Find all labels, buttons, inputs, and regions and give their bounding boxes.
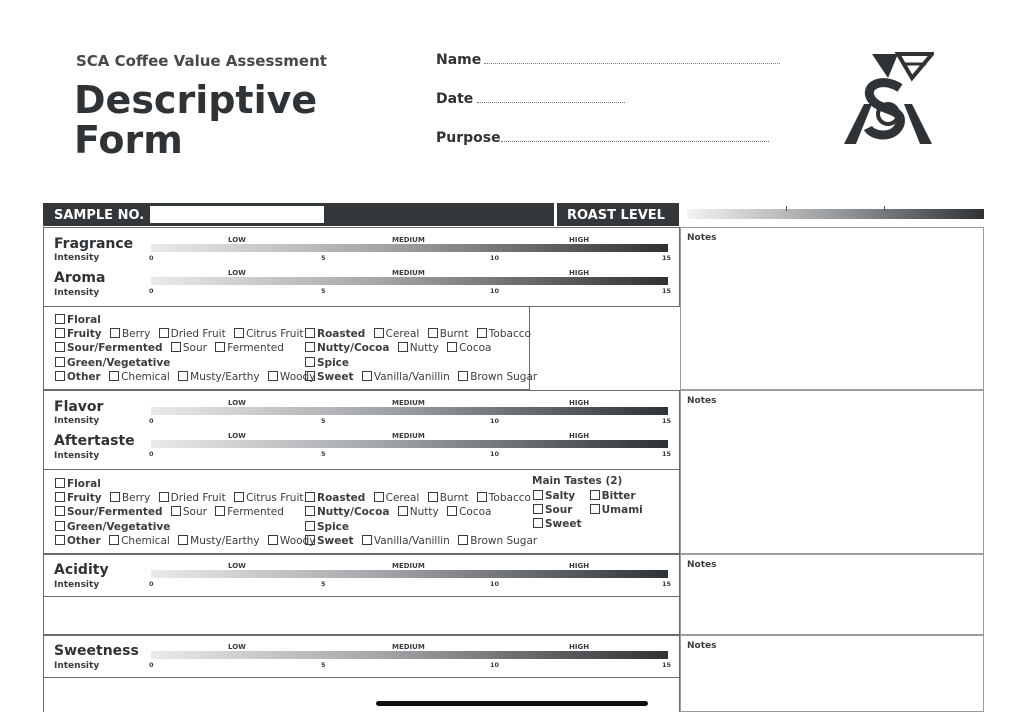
descriptor-label: Floral [67, 478, 101, 490]
descriptor-row [305, 341, 496, 355]
main-tastes-row [533, 517, 587, 531]
descriptor-label: Spice [317, 521, 350, 533]
descriptor-spice[interactable] [305, 357, 349, 369]
notes-sweetness[interactable] [680, 635, 984, 712]
descriptor-row [305, 505, 496, 519]
roast-level-scale[interactable] [687, 209, 984, 219]
scale-medium-label: MEDIUM [392, 643, 425, 651]
descriptor-label: Cereal [385, 328, 420, 340]
descriptor-citrus-fruit[interactable] [234, 492, 303, 504]
descriptor-label: Woody [279, 535, 316, 547]
taste-bitter[interactable] [590, 490, 636, 502]
scale-tick-10: 10 [490, 450, 500, 458]
descriptor-label: Fruity [67, 328, 102, 340]
scale-tick-5: 5 [321, 287, 326, 295]
descriptor-nutty[interactable] [398, 506, 439, 518]
checkbox[interactable] [268, 535, 278, 545]
scale-tick-15: 15 [662, 417, 672, 425]
checkbox[interactable] [109, 371, 119, 381]
checkbox[interactable] [110, 328, 120, 338]
taste-umami[interactable] [590, 504, 643, 516]
scale-tick-15: 15 [662, 287, 672, 295]
descriptor-label: Tobacco [488, 492, 531, 504]
descriptor-other[interactable] [55, 371, 101, 383]
descriptor-row [55, 520, 175, 534]
aftertaste-intensity-label: Intensity [54, 451, 100, 461]
checkbox[interactable] [305, 342, 315, 352]
scale-tick-5: 5 [321, 417, 326, 425]
descriptor-musty-earthy[interactable] [178, 371, 259, 383]
descriptor-label: Citrus Fruit [246, 492, 304, 504]
intensity-gradient-bar[interactable] [151, 277, 668, 285]
scale-tick-0: 0 [149, 287, 154, 295]
aftertaste-label: Aftertaste [54, 433, 135, 449]
scale-medium-label: MEDIUM [392, 399, 425, 407]
descriptor-label: Sour [182, 342, 207, 354]
checkbox[interactable] [55, 371, 65, 381]
taste-label: Umami [601, 504, 643, 516]
checkbox[interactable] [428, 492, 438, 502]
descriptor-row [305, 356, 354, 370]
fragrance-label: Fragrance [54, 236, 134, 252]
scale-tick-5: 5 [321, 450, 326, 458]
scale-tick-10: 10 [490, 580, 500, 588]
roast-level-label: ROAST LEVEL [567, 208, 665, 223]
scale-tick-0: 0 [149, 417, 154, 425]
descriptor-other[interactable] [55, 535, 101, 547]
checkbox[interactable] [305, 328, 315, 338]
checkbox[interactable] [55, 521, 65, 531]
descriptor-burnt[interactable] [428, 328, 469, 340]
descriptor-row [55, 327, 309, 341]
descriptor-label: Spice [317, 357, 350, 369]
descriptor-vanilla[interactable] [362, 535, 450, 547]
checkbox[interactable] [171, 506, 181, 516]
descriptor-fermented[interactable] [215, 342, 284, 354]
descriptor-musty-earthy[interactable] [178, 535, 259, 547]
intensity-gradient-bar[interactable] [151, 407, 668, 415]
acidity-extra-box [43, 596, 680, 635]
taste-label: Sour [545, 504, 573, 516]
descriptor-roasted[interactable] [305, 328, 365, 340]
descriptor-row [55, 477, 106, 491]
descriptor-brown-sugar[interactable] [458, 371, 537, 383]
descriptor-label: Burnt [439, 492, 469, 504]
descriptor-fruity[interactable] [55, 328, 102, 340]
descriptor-citrus-fruit[interactable] [234, 328, 303, 340]
descriptor-label: Brown Sugar [470, 535, 538, 547]
descriptor-row [305, 534, 542, 548]
checkbox[interactable] [55, 328, 65, 338]
checkbox[interactable] [215, 342, 225, 352]
aroma-intensity-label: Intensity [54, 288, 100, 298]
scale-tick-0: 0 [149, 661, 154, 669]
scale-medium-label: MEDIUM [392, 269, 425, 277]
checkbox[interactable] [533, 490, 543, 500]
main-tastes-row [533, 489, 641, 503]
taste-label: Sweet [545, 518, 582, 530]
roast-tick [884, 206, 885, 211]
descriptor-sweet[interactable] [305, 535, 354, 547]
checkbox[interactable] [305, 371, 315, 381]
checkbox[interactable] [398, 342, 408, 352]
form-title [74, 80, 317, 160]
descriptor-row [55, 505, 289, 519]
acidity-label: Acidity [54, 562, 109, 578]
scale-high-label: HIGH [569, 269, 590, 277]
descriptor-floral[interactable] [55, 478, 101, 490]
descriptor-label: Cocoa [459, 342, 492, 354]
scale-tick-15: 15 [662, 450, 672, 458]
checkbox[interactable] [458, 371, 468, 381]
checkbox[interactable] [447, 342, 457, 352]
form-title-line2: Form [74, 118, 183, 162]
scale-high-label: HIGH [569, 399, 590, 407]
checkbox[interactable] [428, 328, 438, 338]
descriptor-nutty-cocoa[interactable] [305, 342, 389, 354]
scale-medium-label: MEDIUM [392, 432, 425, 440]
descriptor-row [305, 520, 354, 534]
descriptor-label: Berry [121, 492, 151, 504]
checkbox[interactable] [159, 492, 169, 502]
checkbox[interactable] [305, 357, 315, 367]
descriptor-label: Fruity [67, 492, 102, 504]
checkbox[interactable] [178, 371, 188, 381]
taste-salty[interactable] [533, 489, 581, 503]
descriptor-label: Tobacco [488, 328, 531, 340]
descriptor-roasted[interactable] [305, 492, 365, 504]
descriptor-row [305, 327, 536, 341]
descriptor-berry[interactable] [110, 492, 150, 504]
descriptor-label: Musty/Earthy [190, 535, 260, 547]
scale-low-label: LOW [228, 643, 246, 651]
checkbox[interactable] [55, 342, 65, 352]
descriptor-spice[interactable] [305, 521, 349, 533]
descriptor-label: Fermented [227, 506, 284, 518]
descriptor-label: Vanilla/Vanillin [373, 371, 450, 383]
descriptor-row [55, 313, 106, 327]
flavor-label: Flavor [54, 399, 104, 415]
descriptor-cocoa[interactable] [447, 506, 491, 518]
scale-tick-0: 0 [149, 254, 154, 262]
main-tastes-row [533, 503, 648, 517]
checkbox[interactable] [215, 506, 225, 516]
descriptor-fermented[interactable] [215, 506, 284, 518]
sample-no-label: SAMPLE NO. [54, 208, 145, 223]
descriptor-berry[interactable] [110, 328, 150, 340]
descriptor-label: Roasted [317, 492, 366, 504]
notes-label: Notes [687, 396, 717, 406]
descriptor-label: Burnt [439, 328, 469, 340]
descriptor-label: Other [67, 535, 101, 547]
descriptor-cocoa[interactable] [447, 342, 491, 354]
notes-flavor-aftertaste[interactable] [680, 390, 984, 554]
descriptor-label: Green/Vegetative [67, 357, 171, 369]
descriptor-tobacco[interactable] [477, 328, 531, 340]
scale-tick-5: 5 [321, 661, 326, 669]
checkbox[interactable] [477, 328, 487, 338]
scale-tick-15: 15 [662, 661, 672, 669]
descriptor-label: Nutty [409, 506, 439, 518]
scale-low-label: LOW [228, 562, 246, 570]
checkbox[interactable] [374, 328, 384, 338]
form-subtitle: SCA Coffee Value Assessment [76, 52, 327, 70]
scale-tick-10: 10 [490, 287, 500, 295]
descriptor-label: Roasted [317, 328, 366, 340]
notes-fragrance-aroma[interactable] [680, 227, 984, 390]
checkbox[interactable] [234, 328, 244, 338]
checkbox[interactable] [447, 506, 457, 516]
scale-tick-0: 0 [149, 450, 154, 458]
descriptor-label: Musty/Earthy [190, 371, 260, 383]
descriptor-label: Dried Fruit [170, 328, 226, 340]
checkbox[interactable] [305, 492, 315, 502]
descriptor-row [55, 370, 320, 384]
descriptor-row [305, 491, 536, 505]
intensity-gradient-bar[interactable] [151, 570, 668, 578]
date-label: Date [436, 91, 474, 107]
descriptor-row [55, 356, 175, 370]
checkbox[interactable] [305, 535, 315, 545]
sweetness-extra-box [43, 677, 680, 712]
scale-tick-0: 0 [149, 580, 154, 588]
taste-sweet[interactable] [533, 518, 582, 530]
taste-label: Bitter [601, 490, 636, 502]
checkbox[interactable] [55, 506, 65, 516]
descriptor-label: Chemical [121, 535, 170, 547]
notes-label: Notes [687, 560, 717, 570]
name-field[interactable] [484, 63, 780, 64]
descriptor-label: Cocoa [459, 506, 492, 518]
descriptor-label: Fermented [227, 342, 284, 354]
checkbox[interactable] [55, 314, 65, 324]
descriptor-sweet[interactable] [305, 371, 354, 383]
descriptor-cereal[interactable] [374, 328, 420, 340]
descriptor-label: Vanilla/Vanillin [373, 535, 450, 547]
checkbox[interactable] [305, 521, 315, 531]
scale-medium-label: MEDIUM [392, 236, 425, 244]
scale-high-label: HIGH [569, 562, 590, 570]
checkbox[interactable] [55, 357, 65, 367]
checkbox[interactable] [590, 504, 600, 514]
descriptor-label: Sweet [317, 535, 354, 547]
checkbox[interactable] [458, 535, 468, 545]
form-title-line1: Descriptive [74, 78, 318, 122]
checkbox[interactable] [55, 535, 65, 545]
main-tastes-title: Main Tastes (2) [532, 475, 623, 487]
checkbox[interactable] [55, 478, 65, 488]
name-label: Name [436, 52, 482, 68]
descriptor-label: Green/Vegetative [67, 521, 171, 533]
descriptor-fruity[interactable] [55, 492, 102, 504]
descriptor-label: Floral [67, 314, 101, 326]
scale-low-label: LOW [228, 236, 246, 244]
checkbox[interactable] [533, 504, 543, 514]
descriptor-label: Nutty [409, 342, 439, 354]
scale-low-label: LOW [228, 269, 246, 277]
descriptor-chemical[interactable] [109, 535, 170, 547]
scale-high-label: HIGH [569, 236, 590, 244]
checkbox[interactable] [590, 490, 600, 500]
descriptor-row [55, 341, 289, 355]
checkbox[interactable] [268, 371, 278, 381]
checkbox[interactable] [374, 492, 384, 502]
descriptor-floral[interactable] [55, 314, 101, 326]
descriptor-cereal[interactable] [374, 492, 420, 504]
notes-label: Notes [687, 233, 717, 243]
aroma-intensity-scale[interactable] [149, 269, 672, 295]
home-indicator[interactable] [376, 701, 648, 706]
descriptor-label: Sour/Fermented [67, 506, 163, 518]
descriptor-dried-fruit[interactable] [159, 492, 226, 504]
descriptor-label: Cereal [385, 492, 420, 504]
acidity-intensity-label: Intensity [54, 580, 100, 590]
descriptor-burnt[interactable] [428, 492, 469, 504]
descriptor-dried-fruit[interactable] [159, 328, 226, 340]
scale-tick-10: 10 [490, 661, 500, 669]
checkbox[interactable] [362, 535, 372, 545]
sample-no-input[interactable] [150, 206, 324, 223]
roast-tick [786, 206, 787, 211]
descriptor-nutty[interactable] [398, 342, 439, 354]
flavor-intensity-scale[interactable] [149, 399, 672, 425]
checkbox[interactable] [477, 492, 487, 502]
descriptor-label: Berry [121, 328, 151, 340]
scale-tick-5: 5 [321, 254, 326, 262]
checkbox[interactable] [159, 328, 169, 338]
intensity-gradient-bar[interactable] [151, 651, 668, 659]
descriptor-sour[interactable] [171, 506, 207, 518]
acidity-intensity-scale[interactable] [149, 562, 672, 588]
descriptor-label: Sweet [317, 371, 354, 383]
fragrance-intensity-label: Intensity [54, 253, 100, 263]
sca-logo [842, 52, 934, 147]
taste-sour[interactable] [533, 503, 581, 517]
descriptor-green-vegetative[interactable] [55, 521, 170, 533]
purpose-field[interactable] [501, 141, 769, 142]
purpose-label: Purpose [436, 130, 501, 146]
checkbox[interactable] [234, 492, 244, 502]
fragrance-intensity-scale[interactable] [149, 236, 672, 262]
checkbox[interactable] [398, 506, 408, 516]
notes-label: Notes [687, 641, 717, 651]
scale-low-label: LOW [228, 432, 246, 440]
descriptor-label: Chemical [121, 371, 170, 383]
scale-tick-10: 10 [490, 417, 500, 425]
checkbox[interactable] [110, 492, 120, 502]
descriptor-nutty-cocoa[interactable] [305, 506, 389, 518]
descriptor-label: Nutty/Cocoa [317, 342, 390, 354]
date-field[interactable] [477, 102, 625, 103]
sweetness-intensity-scale[interactable] [149, 643, 672, 669]
scale-tick-15: 15 [662, 254, 672, 262]
descriptor-tobacco[interactable] [477, 492, 531, 504]
descriptor-label: Citrus Fruit [246, 328, 304, 340]
checkbox[interactable] [178, 535, 188, 545]
descriptor-label: Other [67, 371, 101, 383]
scale-high-label: HIGH [569, 643, 590, 651]
descriptor-brown-sugar[interactable] [458, 535, 537, 547]
aftertaste-intensity-scale[interactable] [149, 432, 672, 458]
aroma-label: Aroma [54, 270, 106, 286]
descriptor-sour-fermented[interactable] [55, 342, 163, 354]
checkbox[interactable] [171, 342, 181, 352]
descriptor-sour-fermented[interactable] [55, 506, 163, 518]
roast-level-header [557, 203, 679, 226]
descriptor-label: Sour [182, 506, 207, 518]
taste-label: Salty [545, 490, 576, 502]
scale-medium-label: MEDIUM [392, 562, 425, 570]
descriptor-label: Dried Fruit [170, 492, 226, 504]
checkbox[interactable] [533, 518, 543, 528]
sweetness-label: Sweetness [54, 643, 139, 659]
descriptor-row [55, 491, 309, 505]
intensity-gradient-bar[interactable] [151, 440, 668, 448]
descriptor-row [305, 370, 542, 384]
descriptor-chemical[interactable] [109, 371, 170, 383]
checkbox[interactable] [55, 492, 65, 502]
scale-tick-15: 15 [662, 580, 672, 588]
scale-high-label: HIGH [569, 432, 590, 440]
scale-tick-5: 5 [321, 580, 326, 588]
descriptor-label: Sour/Fermented [67, 342, 163, 354]
checkbox[interactable] [109, 535, 119, 545]
scale-low-label: LOW [228, 399, 246, 407]
descriptor-green-vegetative[interactable] [55, 357, 170, 369]
checkbox[interactable] [362, 371, 372, 381]
descriptor-label: Nutty/Cocoa [317, 506, 390, 518]
intensity-gradient-bar[interactable] [151, 244, 668, 252]
scale-tick-10: 10 [490, 254, 500, 262]
descriptor-label: Woody [279, 371, 316, 383]
descriptor-vanilla[interactable] [362, 371, 450, 383]
notes-acidity[interactable] [680, 554, 984, 635]
descriptor-sour[interactable] [171, 342, 207, 354]
descriptor-label: Brown Sugar [470, 371, 538, 383]
flavor-intensity-label: Intensity [54, 416, 100, 426]
sweetness-intensity-label: Intensity [54, 661, 100, 671]
checkbox[interactable] [305, 506, 315, 516]
descriptor-row [55, 534, 320, 548]
